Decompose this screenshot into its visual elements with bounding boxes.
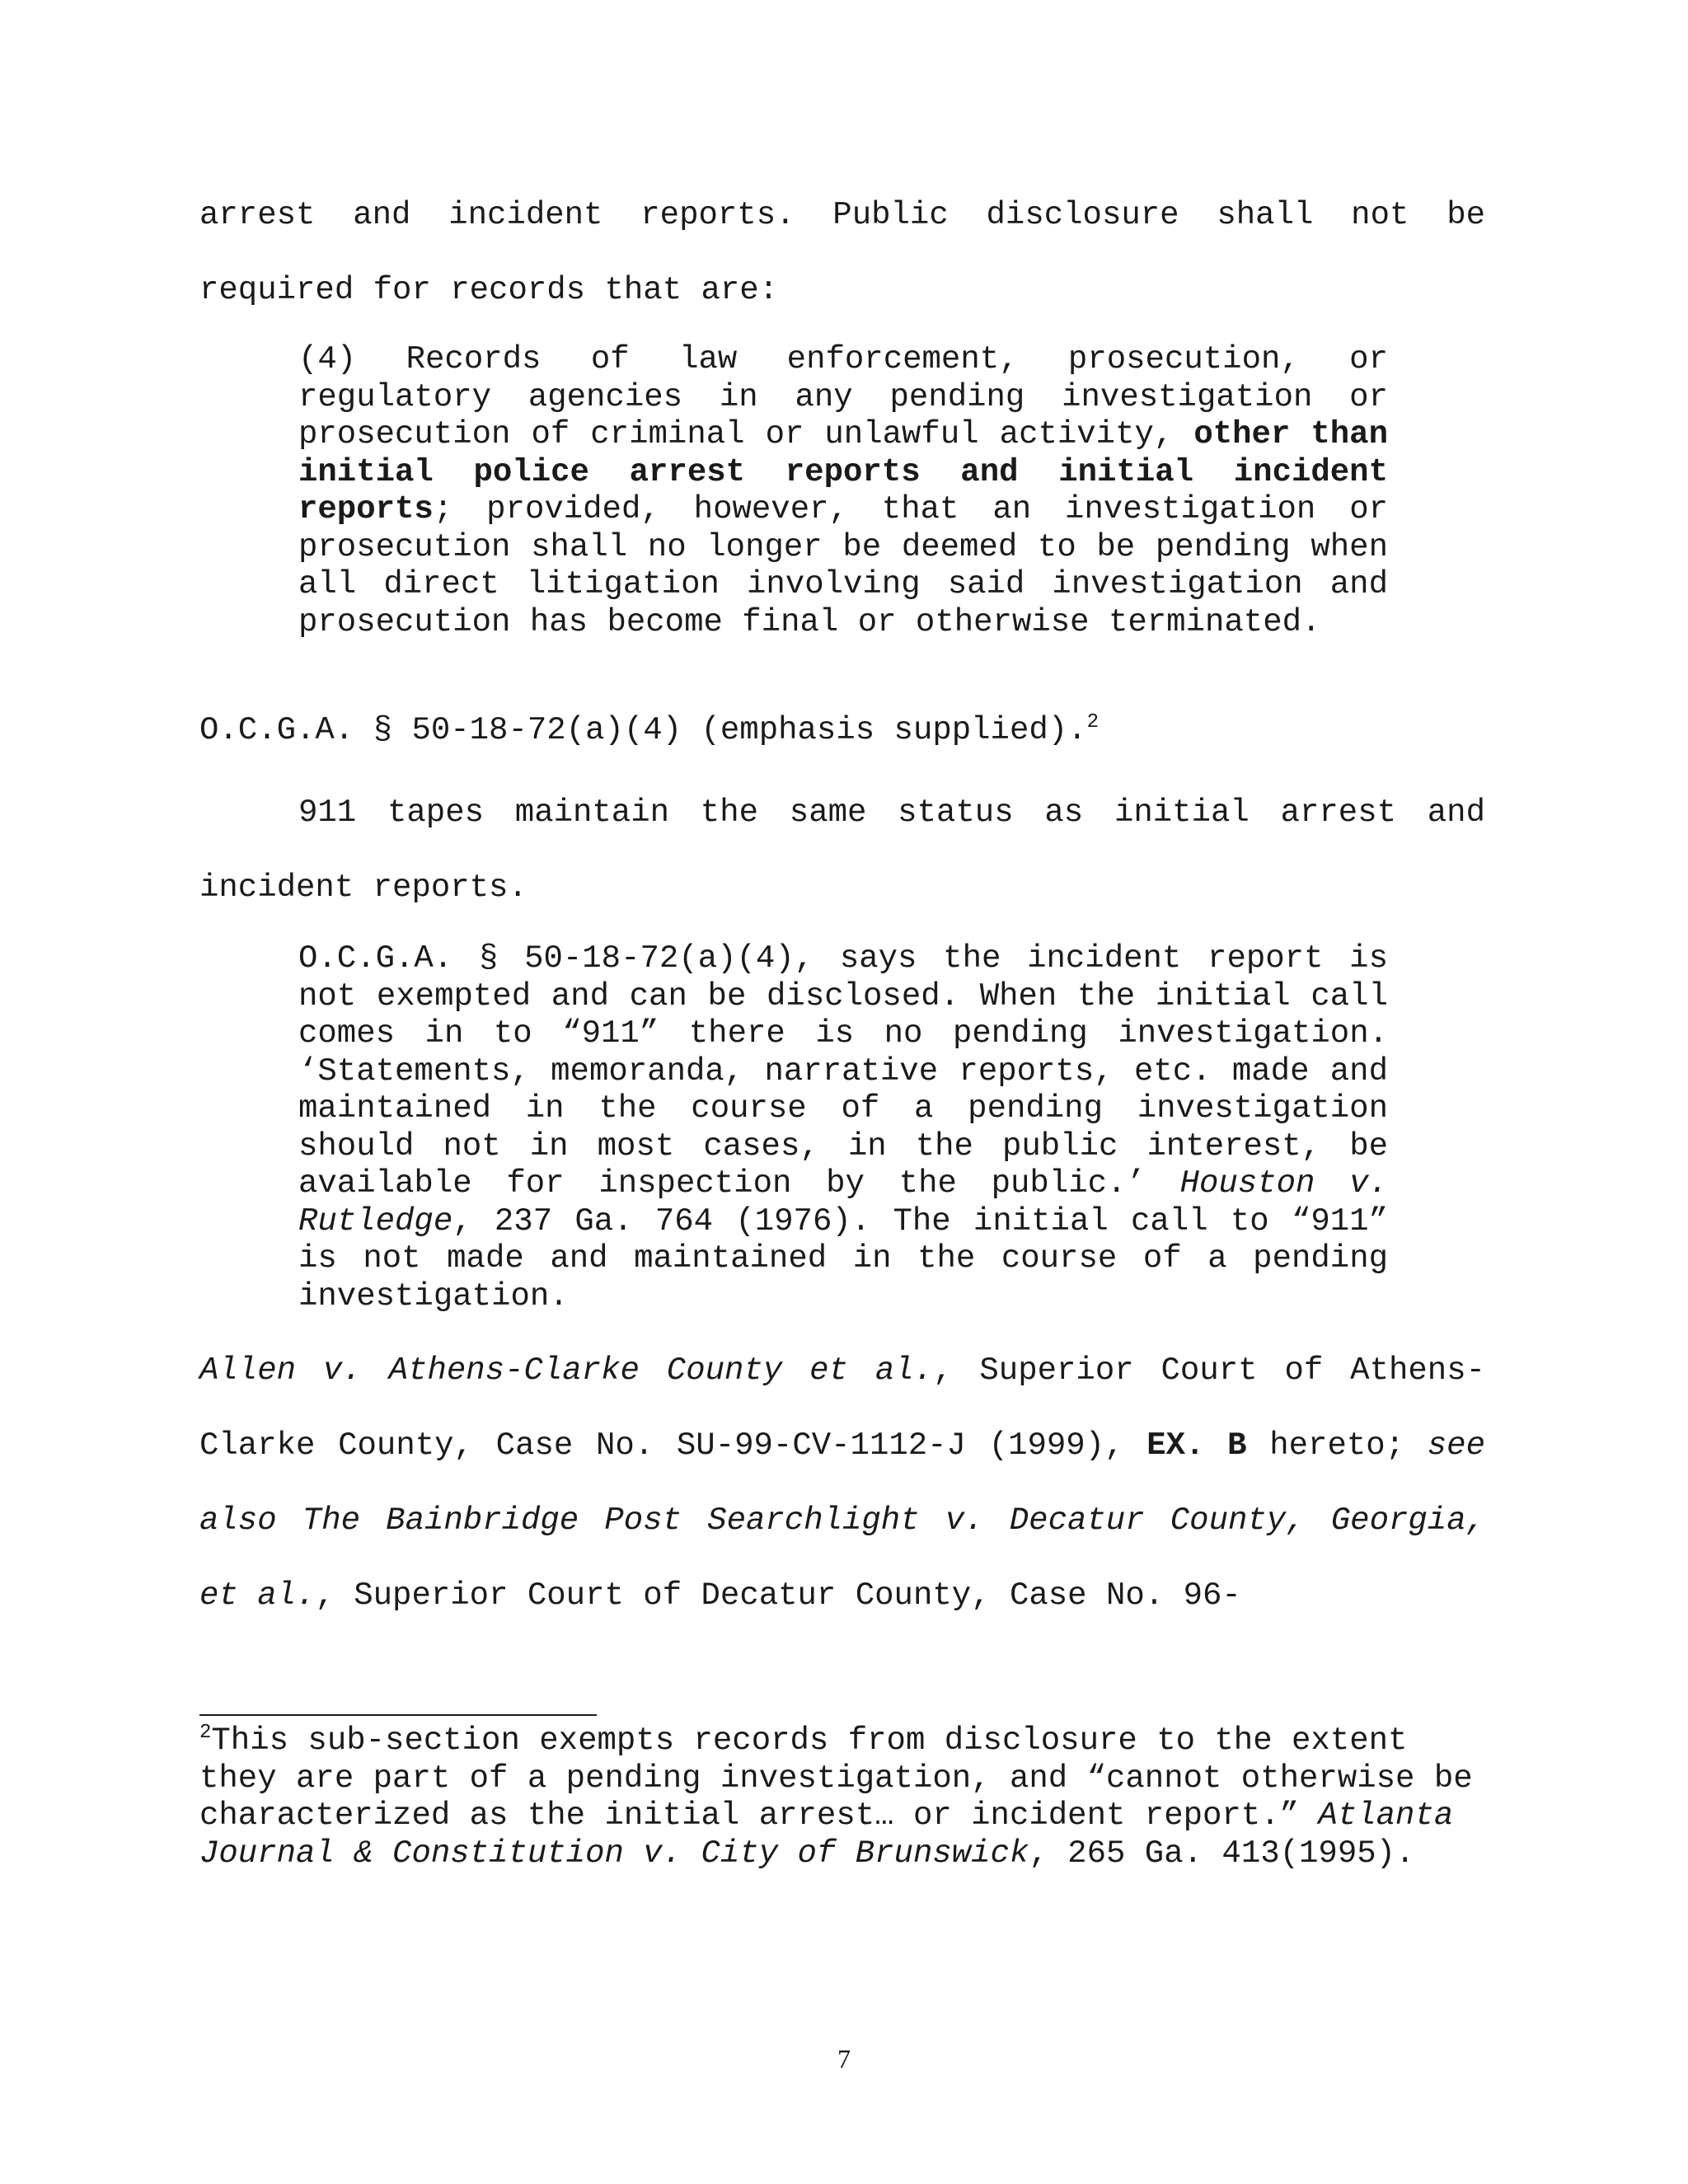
- paragraph-text: 911 tapes maintain the same status as initial arrest and incident reports.: [199, 794, 1485, 906]
- block-quote-court-order: [298, 940, 1388, 1315]
- paragraph-text: hereto;: [1246, 1427, 1428, 1464]
- quote-text: ; provided, however, that an investigation or prosecution shall no longer be deemed to be pending when all direct litigation involving said investigation and prosecution has become final or otherwise terminated.: [298, 491, 1388, 640]
- exhibit-reference: EX. B: [1146, 1427, 1247, 1464]
- paragraph-text: , Superior Court of Decatur County, Case No. 96-: [315, 1577, 1241, 1614]
- case-name: Houston v. Rutledge: [298, 1165, 1388, 1240]
- quote-text: , 237 Ga. 764 (1976). The initial call to “911” is not made and maintained in the course of a pending investigation.: [298, 1202, 1388, 1315]
- case-name: Allen v. Athens-Clarke County et al.: [199, 1352, 934, 1389]
- paragraph-text: , Superior Court of Athens-Clarke County, Case No. SU-99-CV-1112-J (1999),: [199, 1352, 1486, 1464]
- footnote-text: , 265 Ga. 413(1995).: [1029, 1835, 1415, 1872]
- quote-text: O.C.G.A. § 50-18-72(a)(4), says the incident report is not exempted and can be disclosed. When the initial call comes in to “911” there is no pending investigation. ‘Statements, memoranda, narrative reports, etc. made and maintained in the course of a pending investigation should not in most cases, in the public interest, be available for inspection by the public.’: [298, 940, 1388, 1202]
- paragraph-text: arrest and incident reports. Public disclosure shall not be required for records that are:: [199, 197, 1485, 308]
- body-paragraph-3: [199, 1333, 1485, 1633]
- footnote-text: This sub-section exempts records from disclosure to the extent they are part of a pending investigation, and “cannot otherwise be characterized as the initial arrest… or incident report.”: [199, 1722, 1473, 1834]
- case-name: see also The Bainbridge Post Searchlight v. Decatur County, Georgia, et al.: [199, 1427, 1485, 1614]
- block-quote-statute: [298, 341, 1388, 641]
- footnote-separator: [199, 1714, 597, 1716]
- quote-text: (4) Records of law enforcement, prosecution, or regulatory agencies in any pending investigation or prosecution of criminal or unlawful activity,: [298, 341, 1388, 452]
- citation-text: O.C.G.A. § 50-18-72(a)(4) (emphasis supplied).: [199, 712, 1087, 748]
- statute-citation: [199, 712, 1485, 749]
- footnote-number: 2: [199, 1722, 212, 1744]
- footnote-reference: 2: [1086, 711, 1099, 733]
- body-paragraph-1: [199, 178, 1485, 328]
- body-paragraph-2: [199, 776, 1485, 926]
- footnote: [199, 1722, 1485, 1872]
- case-name: Atlanta Journal & Constitution v. City of Brunswick: [199, 1797, 1454, 1872]
- emphasis-text: other than initial police arrest reports and initial incident reports: [298, 416, 1388, 527]
- page-number: 7: [837, 2044, 851, 2074]
